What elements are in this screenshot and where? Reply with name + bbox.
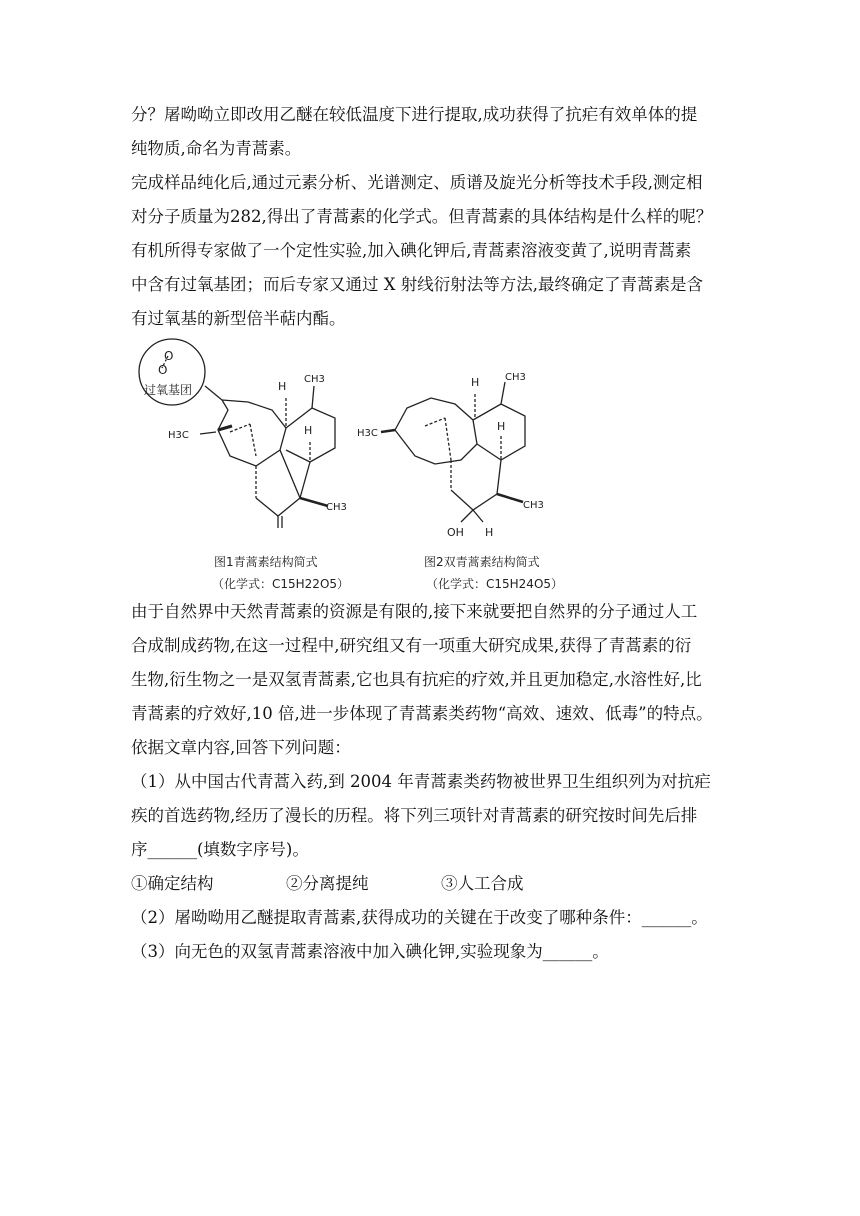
question-1-line: 序______(填数字序号)。 xyxy=(131,840,309,859)
text-line: 由于自然界中天然青蒿素的资源是有限的,接下来就要把自然界的分子通过人工 xyxy=(131,602,698,621)
question-1-line: （1）从中国古代青蒿入药,到 2004 年青蒿素类药物被世界卫生组织列为对抗疟 xyxy=(131,772,711,791)
hydrogen-label: H xyxy=(471,376,480,389)
hydrogen-label: H xyxy=(497,420,506,433)
option-1: ①确定结构 xyxy=(131,874,214,893)
text-line: 有过氧基的新型倍半萜内酯。 xyxy=(131,309,346,328)
artemisinin-structure-diagram xyxy=(130,338,370,528)
methyl-label: CH3 xyxy=(304,374,325,385)
hydrogen-label: H xyxy=(278,380,287,393)
hydrogen-label: H xyxy=(485,526,494,539)
question-2: （2）屠呦呦用乙醚提取青蒿素,获得成功的关键在于改变了哪种条件：______。 xyxy=(131,908,708,927)
text-line: 完成样品纯化后,通过元素分析、光谱测定、质谱及旋光分析等技术手段,测定相 xyxy=(131,173,703,192)
methyl-label: CH3 xyxy=(505,372,526,383)
hydroxyl-label: OH xyxy=(447,526,464,539)
text-line: 对分子质量为282,得出了青蒿素的化学式。但青蒿素的具体结构是什么样的呢？ xyxy=(131,207,713,226)
text-line: 生物,衍生物之一是双氢青蒿素,它也具有抗疟的疗效,并且更加稳定,水溶性好,比 xyxy=(131,670,702,689)
peroxide-callout-label: 过氧基团 xyxy=(144,383,193,397)
dihydroartemisinin-structure-diagram xyxy=(355,360,565,540)
methyl-label: H3C xyxy=(357,428,378,439)
methyl-label: H3C xyxy=(168,430,189,441)
question-1-line: 疾的首选药物,经历了漫长的历程。将下列三项针对青蒿素的研究按时间先后排 xyxy=(131,806,698,825)
text-line: 合成制成药物,在这一过程中,研究组又有一项重大研究成果,获得了青蒿素的衍 xyxy=(131,636,692,655)
option-3: ③人工合成 xyxy=(441,874,524,893)
text-line: 纯物质,命名为青蒿素。 xyxy=(131,139,302,158)
hydrogen-label: H xyxy=(304,424,313,437)
oxygen-label: O xyxy=(164,349,174,363)
figure2-caption: 图2双青蒿素结构简式 xyxy=(424,555,540,569)
option-2: ②分离提纯 xyxy=(286,874,369,893)
question-3: （3）向无色的双氢青蒿素溶液中加入碘化钾,实验现象为______。 xyxy=(131,942,609,961)
methyl-label: CH3 xyxy=(326,502,347,513)
figure2-formula: （化学式：C15H24O5） xyxy=(426,577,564,591)
text-line: 青蒿素的疗效好,10 倍,进一步体现了青蒿素类药物“高效、速效、低毒”的特点。 xyxy=(131,704,713,723)
methyl-label: CH3 xyxy=(523,500,544,511)
oxygen-label: O xyxy=(158,363,168,377)
text-line: 中含有过氧基团；而后专家又通过 X 射线衍射法等方法,最终确定了青蒿素是含 xyxy=(131,275,703,294)
text-line: 分？屠呦呦立即改用乙醚在较低温度下进行提取,成功获得了抗疟有效单体的提 xyxy=(131,105,698,124)
text-line: 依据文章内容,回答下列问题： xyxy=(131,738,351,757)
figure1-formula: （化学式：C15H22O5） xyxy=(212,577,350,591)
figure1-caption: 图1青蒿素结构简式 xyxy=(214,555,318,569)
text-line: 有机所得专家做了一个定性实验,加入碘化钾后,青蒿素溶液变黄了,说明青蒿素 xyxy=(131,241,692,260)
